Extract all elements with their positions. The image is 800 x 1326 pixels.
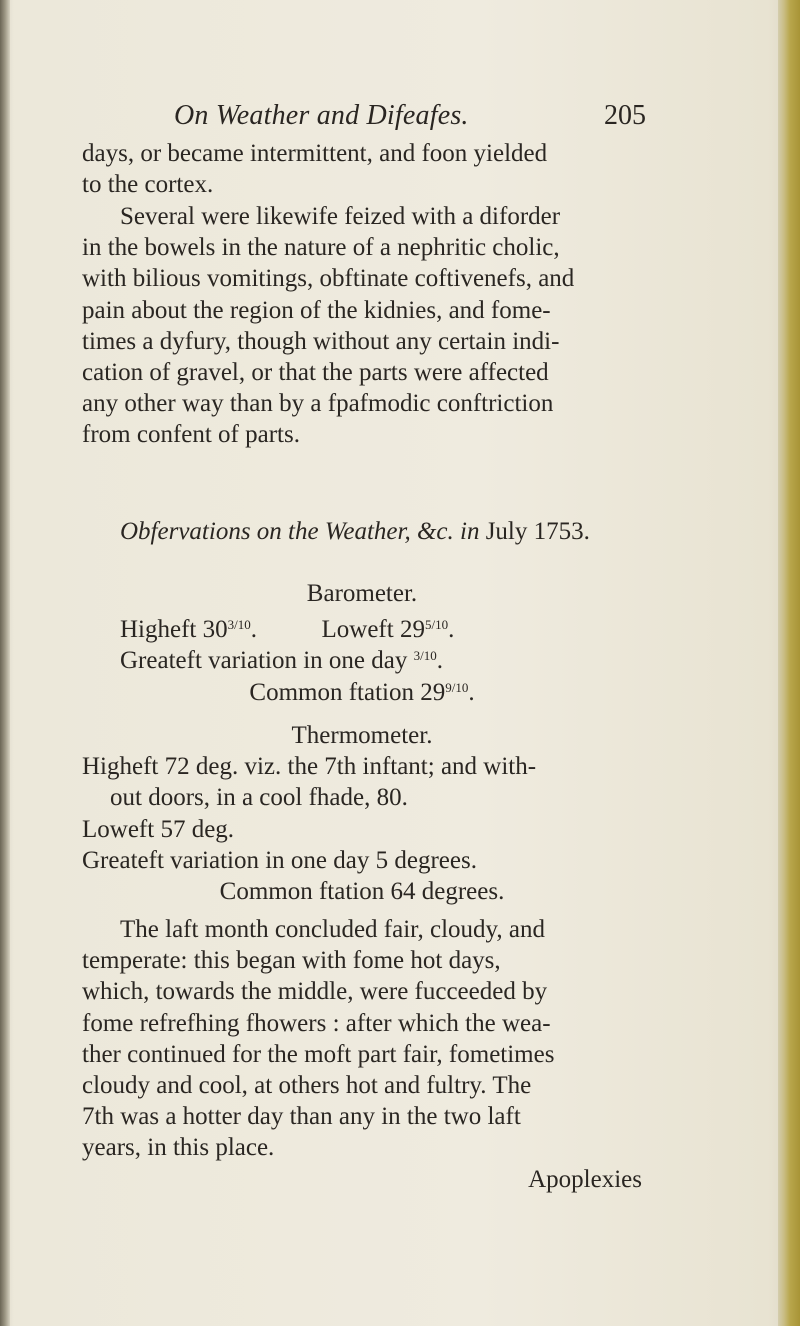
barometer-highest: Higheft 30 [120,616,228,644]
text-line: The laft month concluded fair, cloudy, and [120,916,546,943]
barometer-highest-fraction: 3/10 [227,617,251,633]
barometer-extremes: Higheft $30^{3/10}$. Loweft $29^{5/10}$. [120,616,455,644]
text-line: Several were likewife feized with a diforder [120,203,561,230]
thermometer-section [82,720,642,907]
catchword-block [82,1164,642,1195]
barometer-variation-line: Greateft variation in one day $^{3/10}$. [120,647,444,675]
text-line: to the cortex. [82,171,214,199]
text-line: days, or became intermittent, and foon yielded [82,140,548,167]
text-line: times a dyfury, though without any certain indi- [82,327,560,355]
text-line: pain about the region of the kidnies, and fome- [82,296,551,324]
thermometer-line: Higheft 72 deg. viz. the 7th inftant; and with- [82,753,537,781]
barometer-variation-fraction: 3/10 [413,648,437,664]
text-line: years, in this place. [82,1134,275,1162]
text-line: temperate: this began with fome hot days, [82,947,501,975]
paragraph-continued [82,138,642,200]
text-line: cation of gravel, or that the parts were affected [82,358,549,386]
catchword: Apoplexies [528,1166,642,1193]
thermometer-line: Greateft variation in one day 5 degrees. [82,846,477,874]
thermometer-line: Loweft 57 deg. [82,815,235,843]
text-line: fome refrefhing fhowers : after which the wea- [82,1009,551,1037]
page-number: 205 [604,100,646,131]
page-header [174,100,646,136]
binding-gutter [0,0,10,1326]
barometer-common-fraction: 9/10 [445,679,469,695]
observations-date: July 1753. [485,518,590,545]
text-line: 7th was a hotter day than any in the two laft [82,1103,521,1131]
text-line: any other way than by a fpafmodic conftriction [82,390,554,418]
text-line: ther continued for the moft part fair, fometimes [82,1040,555,1068]
text-line: cloudy and cool, at others hot and fultry. The [82,1071,532,1099]
text-line: from confent of parts. [82,421,300,449]
paragraph-weather [82,914,642,1164]
barometer-lowest-fraction: 5/10 [424,617,449,633]
observations-heading [82,516,642,547]
barometer-common: Common ftation 29 [249,678,446,706]
barometer-title: Barometer. [306,580,418,607]
paragraph-nephritic [82,201,642,451]
thermometer-line: Common ftation 64 degrees. [219,877,505,905]
barometer-lowest: Loweft 29 [321,616,425,644]
text-line: which, towards the middle, were fucceeded by [82,978,548,1006]
barometer-variation: Greateft variation in one day [120,647,408,675]
thermometer-title: Thermometer. [291,722,433,749]
thermometer-line: out doors, in a cool fhade, 80. [110,784,408,812]
running-head: On Weather and Difeafes. [174,100,469,131]
barometer-common-line: Common ftation $29^{9/10}$. [249,678,475,706]
text-line: with bilious vomitings, obftinate coftivenefs, and [82,265,575,293]
text-line: in the bowels in the nature of a nephritic cholic, [82,234,560,262]
observations-title: Obfervations on the Weather, &c. in [120,518,480,545]
barometer-section [82,578,642,706]
page-fore-edge [778,0,800,1326]
